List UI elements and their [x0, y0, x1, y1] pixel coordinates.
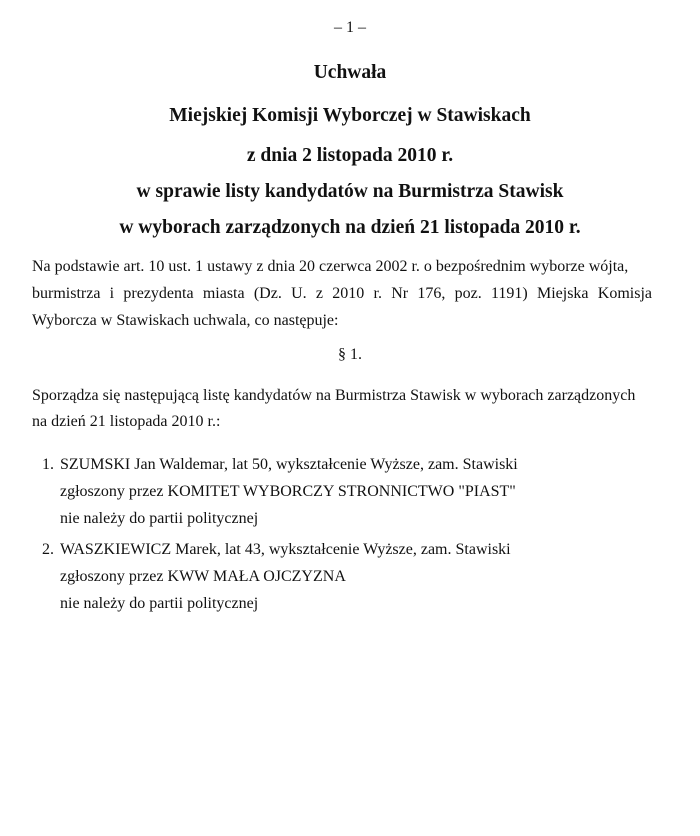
preamble-line-1: Na podstawie art. 10 ust. 1 ustawy z dnia 20 czerwca 2002 r. o bezpośrednim wyborze wójta, [32, 258, 629, 275]
title-line-5: w wyborach zarządzonych na dzień 21 listopada 2010 r. [119, 217, 581, 238]
candidate-number: 2. [42, 541, 54, 558]
candidate-committee: zgłoszony przez KOMITET WYBORCZY STRONNICTWO "PIAST" [60, 483, 516, 500]
candidate-party: nie należy do partii politycznej [60, 510, 259, 527]
candidate-number: 1. [42, 456, 54, 473]
preamble-line-3: Wyborcza w Stawiskach uchwala, co następuje: [32, 312, 339, 329]
candidate-committee: zgłoszony przez KWW MAŁA OJCZYZNA [60, 568, 346, 585]
title-line-2: Miejskiej Komisji Wyborczej w Stawiskach [169, 105, 531, 126]
intro-line-1: Sporządza się następującą listę kandydatów na Burmistrza Stawisk w wyborach zarządzonych [32, 387, 636, 404]
intro-line-2: na dzień 21 listopada 2010 r.: [32, 413, 221, 430]
preamble-line-2: burmistrza i prezydenta miasta (Dz. U. z 2010 r. Nr 176, poz. 1191) Miejska Komisja [32, 285, 652, 302]
page-number: – 1 – [334, 19, 366, 36]
title-line-1: Uchwała [313, 62, 387, 83]
section-mark: § 1. [338, 346, 362, 363]
candidate-details: SZUMSKI Jan Waldemar, lat 50, wykształcenie Wyższe, zam. Stawiski [60, 456, 518, 473]
candidate-party: nie należy do partii politycznej [60, 595, 259, 612]
title-line-4: w sprawie listy kandydatów na Burmistrza Stawisk [136, 181, 564, 202]
title-line-3: z dnia 2 listopada 2010 r. [246, 145, 454, 166]
candidate-details: WASZKIEWICZ Marek, lat 43, wykształcenie Wyższe, zam. Stawiski [60, 541, 511, 558]
